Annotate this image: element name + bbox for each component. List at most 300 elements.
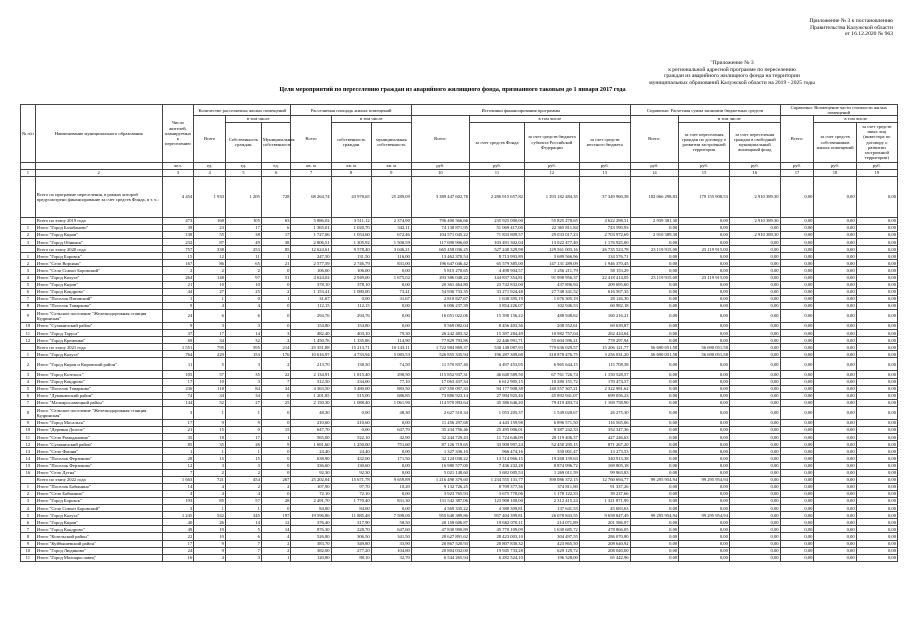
row-value: 10,20 (371, 483, 411, 490)
row-name: Итого "Город Калуга" (35, 274, 162, 281)
row-value: 0,00 (679, 330, 730, 337)
row-value: 473 (162, 217, 194, 224)
row-value: 52 (194, 399, 226, 406)
row-value: 0,00 (729, 434, 780, 441)
unit-cell: руб. (856, 162, 897, 169)
document-title: Цели мероприятий по переселению граждан из аварийного жилищного фонда, признанного таковым до 1 января 2017 года (279, 86, 626, 93)
rooms-group-header: Количество расселяемых жилых помещений (194, 105, 291, 116)
row-value: 0,00 (371, 267, 411, 274)
rooms-municipal-header: Муниципальная собственность (261, 122, 291, 162)
row-value: 0,00 (679, 371, 730, 378)
row-value: 3 389 447 602,78 (411, 176, 469, 217)
area-municipal-header: муниципальная собственность (371, 122, 411, 162)
row-value: 0,00 (729, 547, 780, 554)
row-value: 208 640,92 (579, 540, 630, 547)
row-value: 0,00 (679, 455, 730, 462)
row-value: 10 982 757,04 (524, 330, 579, 337)
row-value: 0 (261, 281, 291, 288)
row-value: 20 361 464,80 (411, 281, 469, 288)
unit-cell: руб. (679, 162, 730, 169)
row-number: 6 (21, 288, 36, 295)
row-value: 0,00 (856, 519, 897, 526)
row-value: 0,00 (679, 378, 730, 385)
row-value: 14 (261, 526, 291, 533)
row-number: 13 (21, 448, 36, 455)
row-number: 6 (21, 519, 36, 526)
row-value: 3 256 031,20 (579, 351, 630, 358)
row-value: 0 (261, 310, 291, 323)
row-value: 1 245 (162, 512, 194, 519)
row-value: 432,00 (331, 455, 371, 462)
row-value: 34 (194, 337, 226, 344)
row-value: 0,00 (679, 505, 730, 512)
row-value: 2 (261, 483, 291, 490)
row-value: 130,60 (331, 462, 371, 469)
row-value: 1 365,01 (291, 224, 331, 231)
row-value: 6 006 237,39 (411, 302, 469, 309)
row-value: 13 022 477,40 (524, 239, 579, 246)
row-value: 0,00 (630, 302, 679, 309)
row-value: 3 (225, 462, 261, 469)
table-row (21, 554, 898, 561)
row-name: Итого "Город Калуга" (35, 351, 162, 358)
row-name: Итого "Поселок Ферзиково" (35, 455, 162, 462)
table-row (21, 533, 898, 540)
row-value: 229 (194, 351, 226, 358)
table-row (21, 344, 898, 351)
row-value: 0,00 (679, 483, 730, 490)
row-number: 3 (21, 239, 36, 246)
row-value: 0,00 (679, 392, 730, 399)
row-value: 0,00 (630, 310, 679, 323)
table-body (21, 176, 898, 561)
row-value: 51 069 417,00 (469, 224, 524, 231)
row-number (21, 476, 36, 483)
row-value: 97 (225, 274, 261, 281)
row-name: Итого "Город Кременки" (35, 337, 162, 344)
row-value: 11 885,48 (331, 512, 371, 519)
row-value: 196 647 046,42 (411, 260, 469, 267)
row-value: 0,00 (729, 554, 780, 561)
row-value: 0,00 (814, 253, 856, 260)
row-value: 0,00 (856, 281, 897, 288)
row-value: 0,00 (729, 267, 780, 274)
row-name: Итого "Думиничский район" (35, 392, 162, 399)
row-number: 4 (21, 274, 36, 281)
row-value: 0,00 (630, 490, 679, 497)
row-value: 210,60 (331, 419, 371, 426)
row-value: 9 659,89 (371, 476, 411, 483)
row-value: 1 (162, 295, 194, 302)
row-value: 4 (194, 302, 226, 309)
row-value: 91 337,26 (579, 483, 630, 490)
row-value: 0,00 (814, 427, 856, 434)
row-value: 0,00 (780, 358, 814, 371)
row-value: 0,00 (780, 406, 814, 419)
row-value: 86 (194, 260, 226, 267)
row-value: 2 (261, 547, 291, 554)
row-value: 317,90 (331, 519, 371, 526)
table-row (21, 253, 898, 260)
row-value: 0,00 (780, 267, 814, 274)
row-value: 0,00 (856, 246, 897, 253)
row-value: 114 970 893,64 (411, 399, 469, 406)
row-value: 2 (194, 267, 226, 274)
row-value: 1 234 555 131,77 (469, 476, 524, 483)
row-value: 336,60 (291, 462, 331, 469)
row-value: 4 (162, 490, 194, 497)
unit-cell: кв. м (331, 162, 371, 169)
row-value: 106,00 (291, 267, 331, 274)
row-value: 1 722 984 869,37 (411, 344, 469, 351)
table-row (21, 505, 898, 512)
row-value: 21 (261, 260, 291, 267)
row-name: Итого "Село Бабынино" (35, 490, 162, 497)
row-value: 12 (261, 519, 291, 526)
table-row (21, 399, 898, 406)
row-value: 38 (225, 231, 261, 238)
row-value: 20 158 606,87 (411, 519, 469, 526)
row-value: 9 (261, 441, 291, 448)
src-subject-header: за счет средств бюджета субъекта Российской Федерации (524, 122, 579, 162)
row-name: Итого "Поселок Товарково" (35, 302, 162, 309)
row-value: 341,50 (371, 533, 411, 540)
row-value: 148 (194, 274, 226, 281)
table-row (21, 224, 898, 231)
program-note-line: граждан из аварийного жилищного фонда на территории (664, 73, 800, 80)
row-value: 0,00 (780, 441, 814, 448)
row-value: 112,15 (291, 302, 331, 309)
row-value: 9 578,40 (331, 246, 371, 253)
row-value: 1 150 528,57 (579, 371, 630, 378)
src-fund-header: за счет средств Фонда (469, 122, 524, 162)
row-value: 0,00 (856, 385, 897, 392)
row-value: 8 713 993,89 (469, 253, 524, 260)
row-value: 0,00 (679, 497, 730, 504)
row-value: 0,00 (780, 526, 814, 533)
row-name: Итого "Деревня Долгое" (35, 427, 162, 434)
row-value: 530 148 087,93 (469, 344, 524, 351)
row-value: 0,00 (630, 295, 679, 302)
ref2-b-header: за счет средств иных лиц (инвестора по договору о развитии застроенной территории) (856, 122, 897, 162)
row-value: 0,00 (729, 526, 780, 533)
row-value: 883,50 (371, 385, 411, 392)
row-value: 16 051 022,06 (411, 310, 469, 323)
row-value: 9 (194, 547, 226, 554)
row-value: 99 295 954,94 (679, 476, 730, 483)
row-value: 294,76 (291, 310, 331, 323)
row-value: 0,00 (679, 337, 730, 344)
row-name: Итого "Поселок Товарково" (35, 385, 162, 392)
row-value: 1 551 (162, 344, 194, 351)
row-number (21, 246, 36, 253)
row-value: 210,60 (291, 419, 331, 426)
row-value: 4 (194, 483, 226, 490)
row-value: 0,00 (780, 281, 814, 288)
row-value: 1 770,40 (331, 497, 371, 504)
row-value: 0,00 (780, 385, 814, 392)
row-value: 0,00 (856, 434, 897, 441)
row-value: 0,00 (780, 323, 814, 330)
row-value: 1 321 871,99 (579, 497, 630, 504)
row-value: 0,00 (630, 526, 679, 533)
appendix-line: Правительства Калужской области (810, 24, 893, 31)
row-value: 1 549 028,67 (524, 406, 579, 419)
row-value: 4 733,94 (331, 351, 371, 358)
row-value: 1 169 758,90 (579, 399, 630, 406)
row-value: 0,00 (630, 505, 679, 512)
row-value: 831,00 (371, 260, 411, 267)
table-row (21, 490, 898, 497)
row-value: 4 (225, 490, 261, 497)
row-value: 0,00 (856, 323, 897, 330)
row-value: 0 (261, 323, 291, 330)
row-value: 28 126,30 (579, 295, 630, 302)
row-value: 0,00 (729, 533, 780, 540)
row-name: Всего по этапу 2021 года (35, 344, 162, 351)
row-value: 0,00 (679, 267, 730, 274)
row-value: 5 083,53 (371, 351, 411, 358)
row-value: 26 275,30 (579, 406, 630, 419)
row-value: 3 923 765,93 (411, 490, 469, 497)
column-number-cell: 12 (524, 169, 579, 176)
table-row (21, 448, 898, 455)
row-value: 0,00 (856, 483, 897, 490)
row-value: 56 690 051,58 (679, 344, 730, 351)
row-value: 27 994 925,40 (469, 392, 524, 399)
row-value: 17 (261, 231, 291, 238)
row-value: 0,00 (856, 540, 897, 547)
row-value: 3 682 005,53 (469, 469, 524, 476)
row-value: 378,10 (331, 281, 371, 288)
row-value: 0,00 (780, 239, 814, 246)
row-value: 49 (225, 239, 261, 246)
row-value: 11 (162, 358, 194, 371)
row-value: 0,00 (856, 441, 897, 448)
row-value: 0,00 (814, 217, 856, 224)
row-value: 2 910 389,30 (729, 231, 780, 238)
row-value: 0,00 (729, 224, 780, 231)
row-number: 3 (21, 497, 36, 504)
row-value: 0,00 (814, 378, 856, 385)
row-value: 26 (194, 519, 226, 526)
row-value: 120,80 (291, 554, 331, 561)
row-value: 57 (225, 497, 261, 504)
row-value: 28 423 003,10 (469, 533, 524, 540)
row-value: 9 569 082,04 (411, 323, 469, 330)
row-value: 0,00 (856, 399, 897, 406)
row-value: 9 (162, 323, 194, 330)
row-value: 99 963,83 (579, 469, 630, 476)
row-value: 23 (194, 224, 226, 231)
row-value: 14 (162, 483, 194, 490)
row-name: Итого "Малоярославецкий район" (35, 399, 162, 406)
column-number-cell: 8 (331, 169, 371, 176)
row-value: 0,00 (780, 231, 814, 238)
row-value: 1 (194, 406, 226, 419)
row-value: 3 (225, 323, 261, 330)
row-number: 1 (21, 483, 36, 490)
row-value: 795 (194, 344, 226, 351)
row-value: 99 295 954,94 (679, 512, 730, 519)
row-value: 1 727,06 (291, 231, 331, 238)
row-value: 2 949,00 (331, 274, 371, 281)
row-value: 0,00 (780, 554, 814, 561)
row-number: 8 (21, 406, 36, 419)
row-value: 0,00 (729, 274, 780, 281)
row-number: 4 (21, 378, 36, 385)
row-value: 2 746,79 (331, 260, 371, 267)
appendix-line: от 16.12.2020 № 963 (844, 31, 893, 38)
row-name: Итого "Город Киров" (35, 519, 162, 526)
row-value: 5 021 148,60 (411, 469, 469, 476)
row-value: 65 (225, 260, 261, 267)
row-value: 15 213,71 (331, 344, 371, 351)
row-value: 629 129,72 (524, 547, 579, 554)
row-value: 1 (261, 253, 291, 260)
row-value: 342,11 (371, 224, 411, 231)
row-value: 201 586,07 (579, 519, 630, 526)
row-value: 31,67 (371, 295, 411, 302)
unit-cell: руб. (630, 162, 679, 169)
table-row (21, 427, 898, 434)
row-value: 0,00 (856, 497, 897, 504)
row-value: 0,00 (780, 217, 814, 224)
row-value: 2 939 381,30 (630, 217, 679, 224)
row-value: 116 565,06 (579, 419, 630, 426)
row-value: 565,00 (291, 434, 331, 441)
row-value: 876,30 (291, 526, 331, 533)
row-value: 0,00 (729, 260, 780, 267)
row-value: 1 250,00 (331, 441, 371, 448)
row-value: 0,00 (814, 274, 856, 281)
row-value: 1 293 182 484,35 (524, 176, 579, 217)
row-value: 94 177 908,38 (469, 385, 524, 392)
row-value: 0 (261, 505, 291, 512)
row-value: 277,20 (331, 547, 371, 554)
row-value: 138 (162, 231, 194, 238)
row-value: 2 (225, 469, 261, 476)
row-value: 208 552,61 (524, 323, 579, 330)
row-value: 0,00 (856, 176, 897, 217)
ref1-a-header: за счет переселения граждан по договору о развитии застроенной территории (679, 122, 730, 162)
table-row (21, 358, 898, 371)
row-value: 0,00 (814, 505, 856, 512)
row-value: 79 419 483,74 (524, 399, 579, 406)
row-value: 26 735 523,78 (579, 246, 630, 253)
row-value: 118 (194, 385, 226, 392)
row-value: 6 (225, 533, 261, 540)
column-number-cell: 17 (780, 169, 814, 176)
row-value: 0,00 (856, 469, 897, 476)
row-value: 102 946,53 (524, 302, 579, 309)
row-value: 0,00 (729, 392, 780, 399)
row-value: 9 (162, 302, 194, 309)
row-value: 1 (261, 295, 291, 302)
row-value: 154,80 (331, 323, 371, 330)
table-row (21, 419, 898, 426)
row-value: 56 690 051,58 (630, 344, 679, 351)
row-value: 871 267,20 (579, 441, 630, 448)
row-value: 20 807 830,32 (469, 540, 524, 547)
row-value: 52 450 295,15 (524, 441, 579, 448)
row-value: 0,00 (729, 302, 780, 309)
table-row (21, 176, 898, 217)
row-value: 0,00 (780, 288, 814, 295)
row-number: 6 (21, 392, 36, 399)
row-value: 9 658 847,49 (579, 512, 630, 519)
unit-cell: руб. (524, 162, 579, 169)
table-row (21, 526, 898, 533)
row-value: 6 (261, 224, 291, 231)
row-value: 7 (162, 469, 194, 476)
row-value: 2 (225, 267, 261, 274)
rooms-incl-header: в том числе (225, 116, 291, 122)
row-number: 1 (21, 224, 36, 231)
row-value: 25 202,04 (291, 476, 331, 483)
row-value: 19 268 159,63 (524, 455, 579, 462)
row-value: 72,10 (291, 490, 331, 497)
row-value: 20 119 406,37 (524, 434, 579, 441)
row-value: 87 126 719,65 (411, 441, 469, 448)
row-value: 0,00 (630, 497, 679, 504)
row-value: 728 (261, 176, 291, 217)
row-value: 0,00 (729, 455, 780, 462)
row-value: 0,00 (780, 344, 814, 351)
row-value: 1 (194, 295, 226, 302)
table-row (21, 547, 898, 554)
row-value: 13 273,53 (579, 448, 630, 455)
row-value: 0,00 (856, 462, 897, 469)
row-value: 15 (162, 253, 194, 260)
row-value: 0,00 (856, 526, 897, 533)
column-number-cell: 14 (630, 169, 679, 176)
row-value: 0,00 (630, 253, 679, 260)
row-value: 306,50 (331, 533, 371, 540)
row-value: 0,00 (679, 323, 730, 330)
row-value: 0,00 (856, 351, 897, 358)
row-value: 699 056,23 (579, 392, 630, 399)
row-value: 0,00 (371, 448, 411, 455)
table-row (21, 295, 898, 302)
row-value: 0,00 (814, 533, 856, 540)
row-value: 0,00 (856, 533, 897, 540)
row-value: 3 511,12 (331, 217, 371, 224)
row-value: 522,10 (331, 434, 371, 441)
row-value: 0,00 (679, 406, 730, 419)
row-value: 0,00 (814, 399, 856, 406)
row-value: 0,00 (856, 455, 897, 462)
row-value: 0,00 (780, 540, 814, 547)
row-value: 0,00 (780, 434, 814, 441)
row-value: 0,00 (814, 176, 856, 217)
row-number: 7 (21, 526, 36, 533)
row-value: 1 (261, 434, 291, 441)
unit-cell: чел. (162, 162, 194, 169)
row-value: 45 683,63 (579, 505, 630, 512)
row-name: Итого "Сухиничский район" (35, 441, 162, 448)
row-value: 0,00 (679, 490, 730, 497)
table-row (21, 267, 898, 274)
row-value: 638,90 (291, 455, 331, 462)
row-value: 1 630 685,72 (524, 526, 579, 533)
row-value: 0,00 (856, 512, 897, 519)
row-value: 74 (162, 392, 194, 399)
row-value: 0,00 (630, 337, 679, 344)
row-value: 237 350 097,33 (411, 385, 469, 392)
row-value: 1 201,85 (291, 392, 331, 399)
row-value: 0 (261, 267, 291, 274)
